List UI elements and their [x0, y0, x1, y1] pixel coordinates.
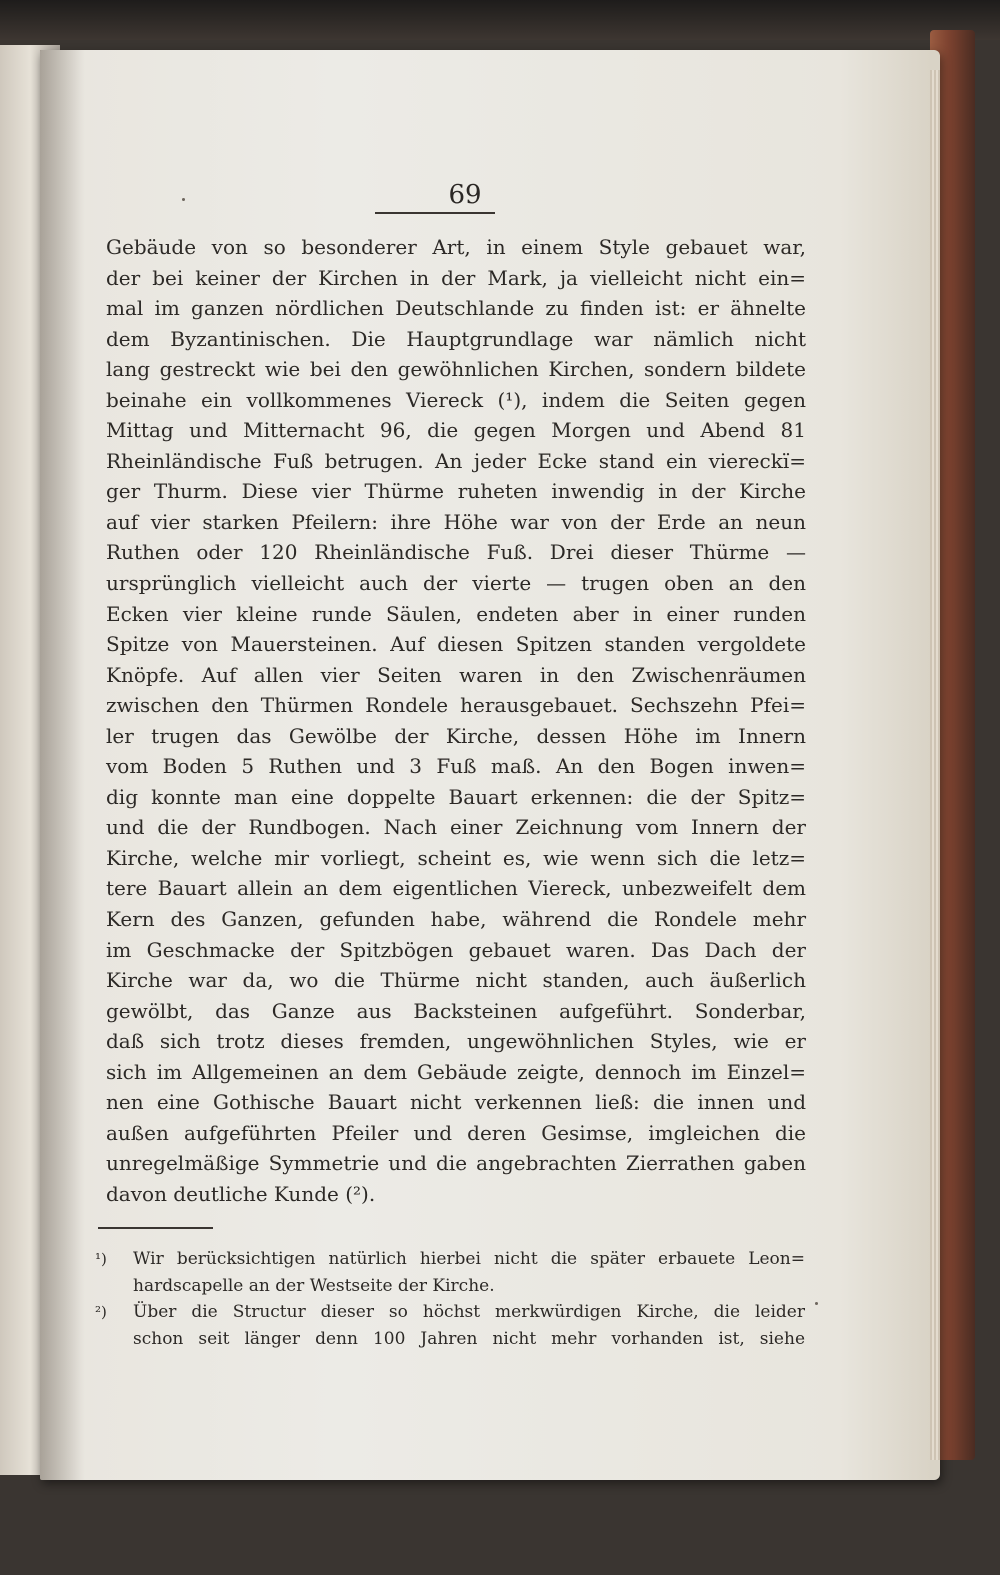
text-line: ursprünglich vielleicht auch der vierte — trugen oben an den: [106, 571, 806, 596]
text-line: und die der Rundbogen. Nach einer Zeichnung vom Innern der: [106, 815, 806, 840]
text-line: Gebäude von so besonderer Art, in einem Style gebauet war,: [106, 235, 806, 259]
text-line: Spitze von Mauersteinen. Auf diesen Spitzen standen vergoldete: [106, 632, 806, 657]
text-line: Kirche, welche mir vorliegt, scheint es, wie wenn sich die letz=: [106, 845, 806, 870]
text-line: sich im Allgemeinen an dem Gebäude zeigte, dennoch im Einzel=: [106, 1059, 806, 1084]
text-line: ger Thurm. Diese vier Thürme ruheten inwendig in der Kirche: [106, 479, 806, 504]
text-line: lang gestreckt wie bei den gewöhnlichen Kirchen, sondern bildete: [106, 357, 806, 382]
text-line: tere Bauart allein an dem eigentlichen Viereck, unbezweifelt dem: [106, 876, 806, 901]
background-shadow: [0, 0, 1000, 40]
text-line: Rheinländische Fuß betrugen. An jeder Ecke stand ein viereckï=: [106, 448, 806, 473]
footnote-line: schon seit länger denn 100 Jahren nicht mehr vorhanden ist, siehe: [133, 1328, 805, 1349]
text-line: Ruthen oder 120 Rheinländische Fuß. Drei dieser Thürme —: [106, 540, 806, 565]
footnote-line: Über die Structur dieser so höchst merkwürdigen Kirche, die leider: [133, 1302, 805, 1322]
footnote-rule: [98, 1227, 213, 1229]
text-line: dig konnte man eine doppelte Bauart erkennen: die der Spitz=: [106, 784, 806, 809]
page-number: 69: [448, 180, 482, 210]
text-line: davon deutliche Kunde (²).: [106, 1181, 376, 1206]
text-line: nen eine Gothische Bauart nicht verkennen ließ: die innen und: [106, 1090, 806, 1115]
text-line: zwischen den Thürmen Rondele herausgebauet. Sechszehn Pfei=: [106, 693, 806, 718]
footnote-line: hardscapelle an der Westseite der Kirche.: [133, 1275, 495, 1296]
paper-speck: [182, 198, 185, 201]
footnote-line: Wir berücksichtigen natürlich hierbei nicht die später erbauete Leon=: [133, 1249, 805, 1269]
footnote-marker: ¹): [95, 1250, 107, 1268]
footnotes: [95, 1246, 805, 1352]
text-line: Ecken vier kleine runde Säulen, endeten aber in einer runden: [106, 601, 806, 626]
body-text: [106, 232, 806, 1210]
text-line: dem Byzantinischen. Die Hauptgrundlage war nämlich nicht: [106, 326, 806, 351]
text-line: Mittag und Mitternacht 96, die gegen Morgen und Abend 81: [106, 418, 806, 443]
page-stack-edge: [930, 70, 940, 1460]
text-line: außen aufgeführten Pfeiler und deren Gesimse, imgleichen die: [106, 1120, 806, 1145]
text-line: vom Boden 5 Ruthen und 3 Fuß maß. An den Bogen inwen=: [106, 754, 806, 779]
text-line: gewölbt, das Ganze aus Backsteinen aufgeführt. Sonderbar,: [106, 998, 806, 1023]
footnote-marker: ²): [95, 1303, 107, 1321]
footnote-1: [95, 1246, 805, 1299]
paper-speck: [815, 1302, 818, 1305]
text-line: der bei keiner der Kirchen in der Mark, ja vielleicht nicht ein=: [106, 265, 806, 290]
book-page: [40, 50, 940, 1480]
text-line: Knöpfe. Auf allen vier Seiten waren in den Zwischenräumen: [106, 662, 806, 687]
header-rule: [375, 212, 495, 214]
text-line: auf vier starken Pfeilern: ihre Höhe war von der Erde an neun: [106, 509, 806, 534]
text-line: Kern des Ganzen, gefunden habe, während die Rondele mehr: [106, 907, 806, 932]
text-line: mal im ganzen nördlichen Deutschlande zu finden ist: er ähnelte: [106, 296, 806, 321]
text-line: daß sich trotz dieses fremden, ungewöhnlichen Styles, wie er: [106, 1029, 806, 1054]
text-line: Kirche war da, wo die Thürme nicht standen, auch äußerlich: [106, 968, 806, 993]
text-line: ler trugen das Gewölbe der Kirche, dessen Höhe im Innern: [106, 723, 806, 748]
page-gutter: [40, 50, 85, 1480]
text-line: beinahe ein vollkommenes Viereck (¹), indem die Seiten gegen: [106, 387, 806, 412]
footnote-2: [95, 1299, 805, 1352]
text-line: unregelmäßige Symmetrie und die angebrachten Zierrathen gaben: [106, 1151, 806, 1176]
text-line: im Geschmacke der Spitzbögen gebauet waren. Das Dach der: [106, 937, 806, 962]
